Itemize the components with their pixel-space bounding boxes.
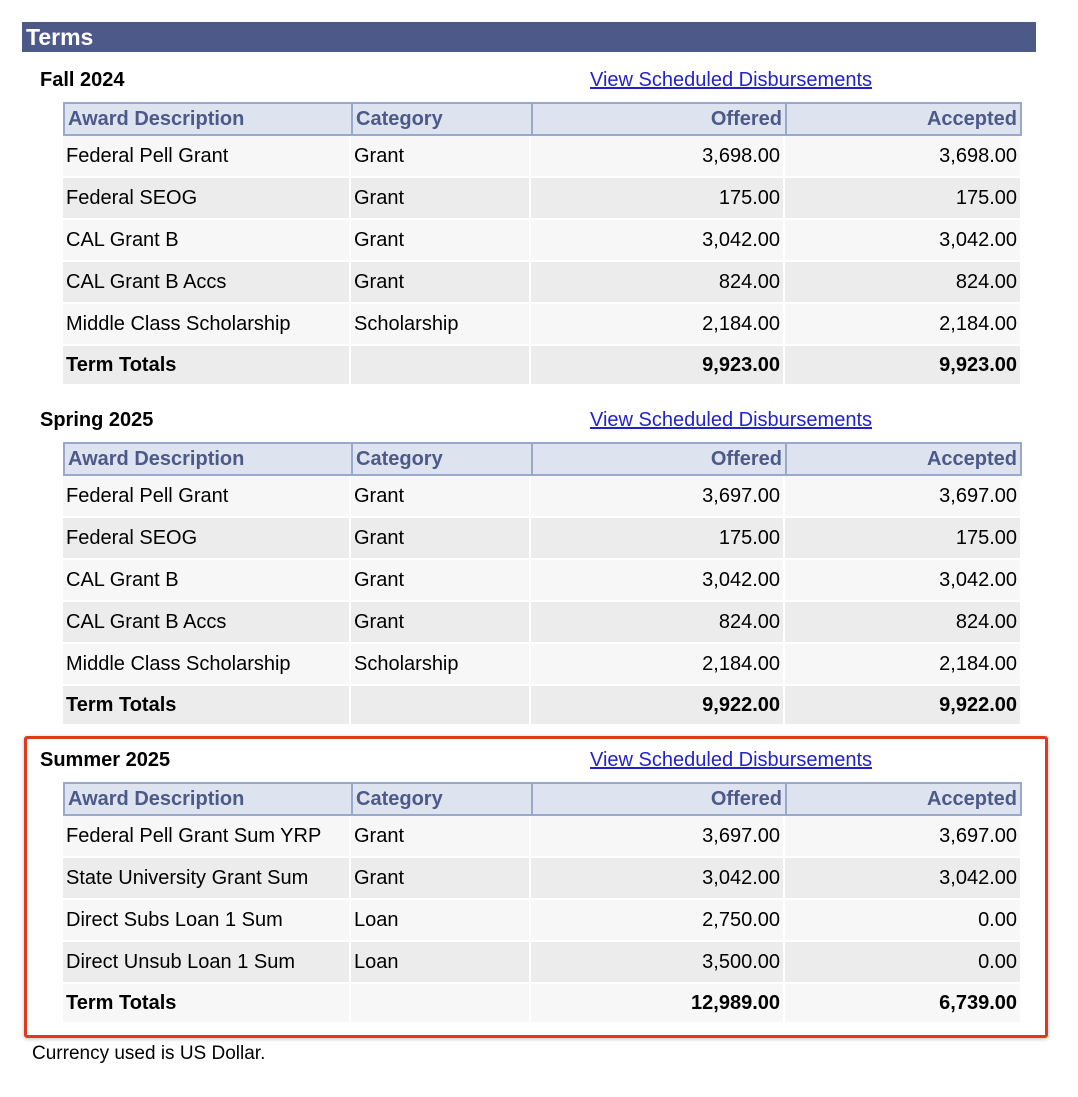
term-totals-offered: 9,922.00: [531, 686, 785, 726]
view-scheduled-disbursements-link[interactable]: View Scheduled Disbursements: [590, 409, 873, 431]
offered-cell: 3,697.00: [531, 816, 785, 858]
accepted-cell: 824.00: [785, 602, 1022, 644]
offered-cell: 2,184.00: [531, 644, 785, 686]
category-cell: Grant: [351, 858, 531, 900]
term-totals-row: [63, 686, 1022, 726]
category-cell: Grant: [351, 560, 531, 602]
term-totals-accepted: 9,922.00: [785, 686, 1022, 726]
accepted-cell: 3,042.00: [785, 560, 1022, 602]
table-row: [63, 602, 1022, 644]
column-header-accepted: Accepted: [785, 782, 1022, 816]
accepted-cell: 0.00: [785, 942, 1022, 984]
column-header-accepted: Accepted: [785, 442, 1022, 476]
table-row: [63, 560, 1022, 602]
term-totals-label: Term Totals: [63, 686, 351, 726]
table-row: [63, 476, 1022, 518]
column-header-category: Category: [351, 782, 531, 816]
table-row: [63, 858, 1022, 900]
column-header-accepted: Accepted: [785, 102, 1022, 136]
term-title: Fall 2024: [40, 69, 125, 91]
term-title: Summer 2025: [40, 749, 171, 771]
award-description-cell: Federal Pell Grant: [63, 136, 351, 178]
award-description-cell: Federal Pell Grant Sum YRP: [63, 816, 351, 858]
term-totals-label: Term Totals: [63, 346, 351, 386]
table-header-row: [63, 102, 1022, 136]
accepted-cell: 824.00: [785, 262, 1022, 304]
accepted-cell: 2,184.00: [785, 304, 1022, 346]
term-totals-accepted: 6,739.00: [785, 984, 1022, 1024]
terms-section-header: Terms: [22, 22, 1036, 52]
table-row: [63, 518, 1022, 560]
category-cell: Loan: [351, 942, 531, 984]
offered-cell: 3,698.00: [531, 136, 785, 178]
offered-cell: 3,042.00: [531, 220, 785, 262]
term-totals-label: Term Totals: [63, 984, 351, 1024]
awards-table: [63, 442, 1022, 726]
column-header-award-description: Award Description: [63, 102, 351, 136]
award-description-cell: Direct Unsub Loan 1 Sum: [63, 942, 351, 984]
term-totals-row: [63, 984, 1022, 1024]
offered-cell: 175.00: [531, 178, 785, 220]
award-description-cell: State University Grant Sum: [63, 858, 351, 900]
accepted-cell: 3,042.00: [785, 858, 1022, 900]
award-description-cell: Middle Class Scholarship: [63, 304, 351, 346]
column-header-award-description: Award Description: [63, 442, 351, 476]
accepted-cell: 2,184.00: [785, 644, 1022, 686]
term-totals-offered: 12,989.00: [531, 984, 785, 1024]
accepted-cell: 175.00: [785, 518, 1022, 560]
offered-cell: 3,500.00: [531, 942, 785, 984]
category-cell: Scholarship: [351, 644, 531, 686]
table-row: [63, 816, 1022, 858]
award-description-cell: CAL Grant B: [63, 560, 351, 602]
award-description-cell: Direct Subs Loan 1 Sum: [63, 900, 351, 942]
category-cell: Grant: [351, 518, 531, 560]
table-row: [63, 942, 1022, 984]
column-header-offered: Offered: [531, 442, 785, 476]
category-cell: Grant: [351, 220, 531, 262]
offered-cell: 824.00: [531, 602, 785, 644]
table-row: [63, 136, 1022, 178]
table-row: [63, 178, 1022, 220]
offered-cell: 3,042.00: [531, 560, 785, 602]
table-row: [63, 262, 1022, 304]
term-totals-row: [63, 346, 1022, 386]
table-row: [63, 304, 1022, 346]
term-totals-empty-cell: [351, 346, 531, 386]
view-scheduled-disbursements-link[interactable]: View Scheduled Disbursements: [590, 749, 873, 771]
accepted-cell: 3,697.00: [785, 816, 1022, 858]
table-row: [63, 900, 1022, 942]
term-totals-offered: 9,923.00: [531, 346, 785, 386]
category-cell: Grant: [351, 262, 531, 304]
award-description-cell: CAL Grant B Accs: [63, 262, 351, 304]
currency-note: Currency used is US Dollar.: [32, 1043, 266, 1064]
award-description-cell: CAL Grant B Accs: [63, 602, 351, 644]
category-cell: Grant: [351, 178, 531, 220]
offered-cell: 824.00: [531, 262, 785, 304]
accepted-cell: 0.00: [785, 900, 1022, 942]
table-row: [63, 220, 1022, 262]
offered-cell: 3,697.00: [531, 476, 785, 518]
offered-cell: 2,750.00: [531, 900, 785, 942]
column-header-offered: Offered: [531, 102, 785, 136]
award-description-cell: Federal SEOG: [63, 178, 351, 220]
column-header-category: Category: [351, 442, 531, 476]
table-row: [63, 644, 1022, 686]
term-totals-empty-cell: [351, 686, 531, 726]
table-header-row: [63, 782, 1022, 816]
award-description-cell: Middle Class Scholarship: [63, 644, 351, 686]
view-scheduled-disbursements-link[interactable]: View Scheduled Disbursements: [590, 69, 873, 91]
accepted-cell: 175.00: [785, 178, 1022, 220]
accepted-cell: 3,698.00: [785, 136, 1022, 178]
awards-table: [63, 102, 1022, 386]
column-header-offered: Offered: [531, 782, 785, 816]
category-cell: Grant: [351, 816, 531, 858]
accepted-cell: 3,697.00: [785, 476, 1022, 518]
column-header-award-description: Award Description: [63, 782, 351, 816]
category-cell: Grant: [351, 476, 531, 518]
award-description-cell: Federal SEOG: [63, 518, 351, 560]
term-totals-accepted: 9,923.00: [785, 346, 1022, 386]
column-header-category: Category: [351, 102, 531, 136]
category-cell: Grant: [351, 136, 531, 178]
table-header-row: [63, 442, 1022, 476]
offered-cell: 2,184.00: [531, 304, 785, 346]
offered-cell: 175.00: [531, 518, 785, 560]
offered-cell: 3,042.00: [531, 858, 785, 900]
term-title: Spring 2025: [40, 409, 154, 431]
accepted-cell: 3,042.00: [785, 220, 1022, 262]
awards-table: [63, 782, 1022, 1024]
category-cell: Scholarship: [351, 304, 531, 346]
award-description-cell: Federal Pell Grant: [63, 476, 351, 518]
award-description-cell: CAL Grant B: [63, 220, 351, 262]
category-cell: Loan: [351, 900, 531, 942]
category-cell: Grant: [351, 602, 531, 644]
term-totals-empty-cell: [351, 984, 531, 1024]
